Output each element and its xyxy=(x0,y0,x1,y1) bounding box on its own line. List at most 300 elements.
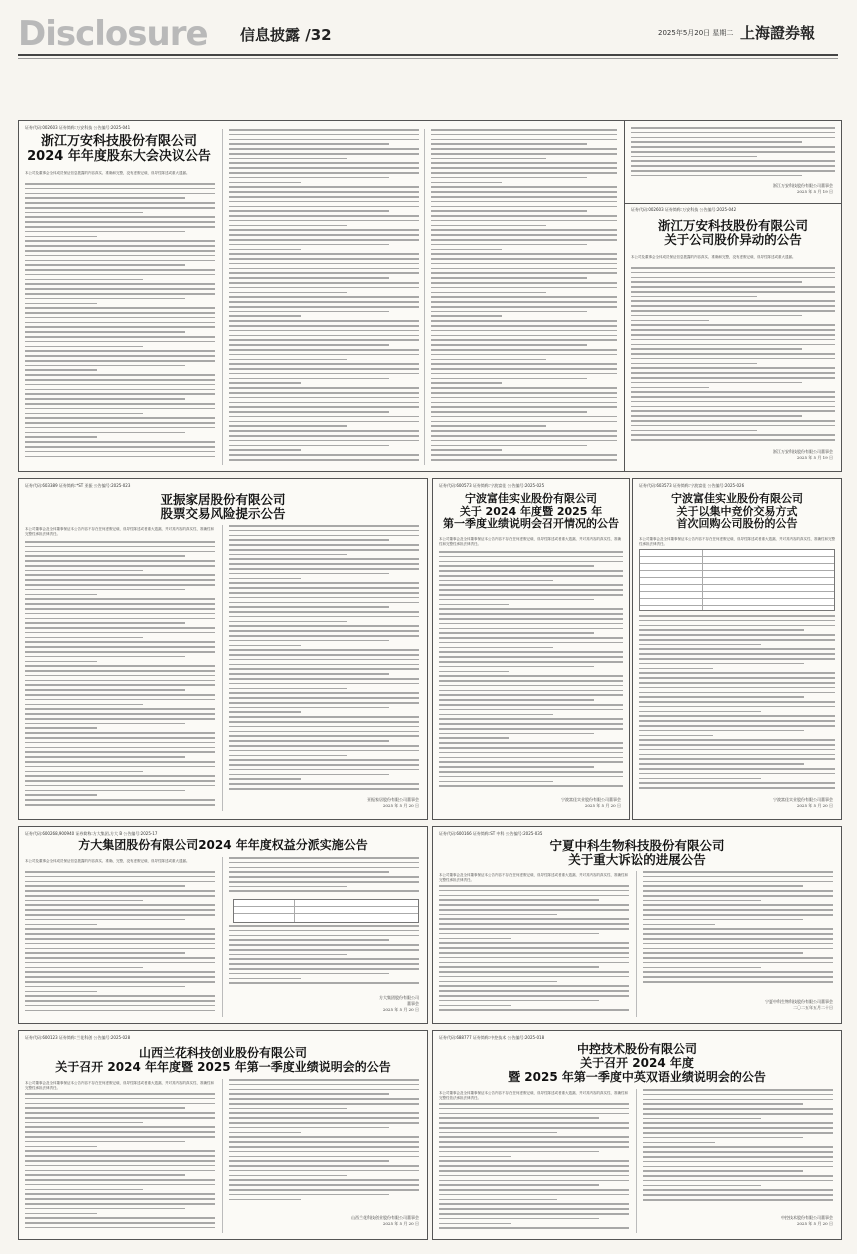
text-line xyxy=(643,895,833,897)
text-line xyxy=(431,387,617,389)
text-line xyxy=(25,713,215,715)
notice-title-line: 首次回购公司股份的公告 xyxy=(676,517,798,531)
text-line xyxy=(431,272,617,274)
text-line xyxy=(431,397,617,399)
text-line xyxy=(229,1132,301,1134)
text-line xyxy=(229,363,419,365)
notice-declaration: 本公司董事会及全体董事保证本公告内容不存在任何虚假记载、误导性陈述或者重大遗漏，并对其内容的真实性、准确性和完整性承担法律责任。 xyxy=(25,527,214,536)
text-line xyxy=(25,427,215,429)
text-line xyxy=(439,971,629,973)
text-line xyxy=(25,560,215,562)
text-line xyxy=(229,721,419,723)
notice-body-text xyxy=(431,129,617,465)
text-line xyxy=(643,1122,833,1124)
text-line xyxy=(25,895,215,897)
text-line xyxy=(229,573,389,575)
text-line xyxy=(25,971,215,973)
text-line xyxy=(25,737,215,739)
text-line xyxy=(25,1208,185,1210)
text-line xyxy=(229,421,419,423)
text-line xyxy=(631,175,802,177)
text-line xyxy=(25,991,97,993)
text-line xyxy=(439,1156,511,1158)
text-line xyxy=(25,574,215,576)
text-line xyxy=(439,1127,629,1129)
text-line xyxy=(643,1137,803,1139)
text-line xyxy=(25,986,185,988)
text-line xyxy=(25,288,215,290)
text-line xyxy=(229,954,347,956)
text-line xyxy=(229,315,301,317)
text-line xyxy=(643,924,715,926)
text-line xyxy=(431,363,617,365)
text-line xyxy=(631,310,835,312)
text-line xyxy=(439,885,629,887)
notice-signature xyxy=(561,797,621,809)
text-line xyxy=(25,422,215,424)
text-line xyxy=(229,1184,419,1186)
text-line xyxy=(25,221,215,223)
notice-title-line: 股票交易风险提示公告 xyxy=(160,506,286,522)
signature-line: 宁波富佳实业股份有限公司董事会 xyxy=(773,797,833,802)
text-line xyxy=(229,755,347,757)
text-line xyxy=(643,1185,761,1187)
text-line xyxy=(229,683,419,685)
text-line xyxy=(643,885,803,887)
text-line xyxy=(631,305,835,307)
text-line xyxy=(229,635,419,637)
text-line xyxy=(25,1222,215,1224)
notice-title-line: 山西兰花科技创业股份有限公司 xyxy=(138,1046,307,1060)
text-line xyxy=(439,656,623,658)
text-line xyxy=(643,933,833,935)
notice-title-line: 暨 2025 年第一季度中英双语业绩说明会的公告 xyxy=(508,1069,766,1084)
text-line xyxy=(25,976,215,978)
text-line xyxy=(229,148,419,150)
text-line xyxy=(643,1199,833,1201)
text-line xyxy=(229,359,347,361)
text-line xyxy=(631,391,835,393)
text-line xyxy=(229,678,419,680)
signature-line: 2025 年 5 月 20 日 xyxy=(382,1221,419,1226)
text-line xyxy=(631,160,835,162)
notice-code-line: 证券代码:600268,900940 证券简称:方大集团,方大 B 公告编号:2025-17 xyxy=(25,831,158,836)
text-line xyxy=(439,699,594,701)
text-line xyxy=(229,668,419,670)
text-line xyxy=(25,451,215,453)
text-line xyxy=(639,787,835,789)
text-line xyxy=(431,354,617,356)
notice-code-line: 证券代码:603573 证券简称:宁波富佳 公告编号:2025-026 xyxy=(639,483,745,488)
text-line xyxy=(229,253,419,255)
text-line xyxy=(25,1141,185,1143)
text-line xyxy=(25,341,215,343)
text-line xyxy=(229,783,419,785)
text-line xyxy=(439,718,623,720)
text-line xyxy=(639,701,835,703)
notice-code-line: 证券代码:002603 证券简称:万安科技 公告编号:2025-041 xyxy=(25,125,131,130)
text-line xyxy=(25,1146,97,1148)
text-line xyxy=(229,616,419,618)
text-line xyxy=(25,804,215,806)
text-line xyxy=(229,1117,419,1119)
text-line xyxy=(25,656,185,658)
text-line xyxy=(229,139,419,141)
column-divider xyxy=(636,1089,637,1233)
text-line xyxy=(431,378,587,380)
text-line xyxy=(631,377,835,379)
text-line xyxy=(643,914,833,916)
text-line xyxy=(631,387,709,389)
text-line xyxy=(439,1151,599,1153)
text-line xyxy=(439,737,509,739)
text-line xyxy=(643,938,833,940)
text-line xyxy=(431,296,617,298)
notice-signature xyxy=(773,449,833,461)
signature-line: 山西兰花科技创业股份有限公司董事会 xyxy=(351,1215,419,1220)
text-line xyxy=(439,728,623,730)
text-line xyxy=(229,1112,419,1114)
notice-lanhua-briefing xyxy=(18,1030,428,1240)
text-line xyxy=(25,374,215,376)
text-line xyxy=(643,909,833,911)
text-line xyxy=(25,909,215,911)
notice-body-text xyxy=(439,1103,629,1233)
notice-title-line: 关于召开 2024 年年度暨 2025 年第一季度业绩说明会的公告 xyxy=(55,1059,391,1074)
text-line xyxy=(25,1093,215,1095)
text-line xyxy=(439,990,629,992)
notice-title xyxy=(19,1047,427,1075)
text-line xyxy=(639,720,835,722)
text-line xyxy=(431,454,617,456)
text-line xyxy=(639,668,713,670)
text-line xyxy=(631,396,835,398)
text-line xyxy=(25,1165,215,1167)
signature-line: 2025 年 5 月 20 日 xyxy=(796,803,833,808)
text-line xyxy=(25,938,215,940)
text-line xyxy=(431,172,617,174)
text-line xyxy=(229,335,419,337)
text-line xyxy=(439,904,629,906)
text-line xyxy=(229,445,389,447)
text-line xyxy=(639,773,835,775)
text-line xyxy=(25,1179,215,1181)
text-line xyxy=(25,1198,215,1200)
text-line xyxy=(643,1151,833,1153)
text-line xyxy=(25,995,215,997)
text-line xyxy=(439,685,623,687)
text-line xyxy=(25,293,215,295)
text-line xyxy=(229,769,419,771)
text-line xyxy=(25,637,143,639)
text-line xyxy=(439,565,594,567)
text-line xyxy=(229,1156,419,1158)
text-line xyxy=(25,1005,215,1007)
notice-title-line: 关于公司股价异动的公告 xyxy=(664,232,802,248)
text-line xyxy=(439,942,629,944)
dividend-table xyxy=(233,899,419,923)
text-line xyxy=(431,177,587,179)
text-line xyxy=(643,1118,761,1120)
text-line xyxy=(639,706,835,708)
text-line xyxy=(439,599,594,601)
notice-body-text xyxy=(631,267,835,445)
text-line xyxy=(25,417,215,419)
text-line xyxy=(229,368,419,370)
text-line xyxy=(643,881,833,883)
text-line xyxy=(229,344,389,346)
text-line xyxy=(431,220,617,222)
text-line xyxy=(631,267,835,269)
text-line xyxy=(643,876,833,878)
text-line xyxy=(25,689,185,691)
text-line xyxy=(25,355,215,357)
text-line xyxy=(643,1156,833,1158)
text-line xyxy=(229,1175,347,1177)
text-line xyxy=(439,675,623,677)
text-line xyxy=(643,952,803,954)
text-line xyxy=(431,430,617,432)
text-line xyxy=(25,799,215,801)
text-line xyxy=(439,947,629,949)
text-line xyxy=(431,234,617,236)
text-line xyxy=(229,1079,419,1081)
text-line xyxy=(439,966,599,968)
text-line xyxy=(643,962,833,964)
text-line xyxy=(431,344,587,346)
text-line xyxy=(439,647,553,649)
text-line xyxy=(229,435,419,437)
text-line xyxy=(25,661,97,663)
notice-body-text xyxy=(229,129,419,465)
text-line xyxy=(229,277,389,279)
text-line xyxy=(431,339,617,341)
text-line xyxy=(229,592,419,594)
text-line xyxy=(439,589,623,591)
text-line xyxy=(439,1199,557,1201)
text-line xyxy=(631,344,835,346)
text-line xyxy=(643,967,761,969)
text-line xyxy=(229,1141,419,1143)
text-line xyxy=(643,1180,833,1182)
text-line xyxy=(25,775,215,777)
column-divider xyxy=(222,857,223,1017)
text-line xyxy=(25,1010,215,1012)
text-line xyxy=(439,752,623,754)
text-line xyxy=(439,1208,629,1210)
text-line xyxy=(229,406,419,408)
text-line xyxy=(25,279,143,281)
text-line xyxy=(639,711,761,713)
text-line xyxy=(439,1223,511,1225)
text-line xyxy=(229,949,419,951)
text-line xyxy=(229,134,419,136)
text-line xyxy=(639,754,835,756)
text-line xyxy=(631,339,835,341)
text-line xyxy=(439,1194,629,1196)
text-line xyxy=(639,778,761,780)
text-line xyxy=(25,943,215,945)
text-line xyxy=(229,659,419,661)
text-line xyxy=(639,763,804,765)
text-line xyxy=(643,981,833,983)
text-line xyxy=(25,646,215,648)
text-line xyxy=(25,627,215,629)
text-line xyxy=(229,611,419,613)
text-line xyxy=(25,1150,215,1152)
text-line xyxy=(431,459,617,461)
text-line xyxy=(439,613,623,615)
text-line xyxy=(25,1203,215,1205)
text-line xyxy=(639,744,835,746)
text-line xyxy=(431,301,617,303)
text-line xyxy=(25,727,97,729)
text-line xyxy=(229,306,419,308)
text-line xyxy=(431,244,587,246)
notice-body-text xyxy=(229,925,419,991)
text-line xyxy=(229,664,419,666)
notice-code-line: 证券代码:002603 证券简称:万安科技 公告编号:2025-042 xyxy=(631,207,737,212)
text-line xyxy=(431,311,587,313)
text-line xyxy=(229,640,389,642)
text-line xyxy=(643,1189,833,1191)
text-line xyxy=(643,1175,833,1177)
text-line xyxy=(229,1127,389,1129)
text-line xyxy=(229,239,419,241)
text-line xyxy=(25,551,215,553)
text-line xyxy=(431,258,617,260)
text-line xyxy=(439,1175,629,1177)
text-line xyxy=(643,871,833,873)
text-line xyxy=(25,298,185,300)
notice-body-text xyxy=(25,1093,215,1233)
text-line xyxy=(25,890,215,892)
text-line xyxy=(25,900,143,902)
column-divider xyxy=(424,129,425,465)
text-line xyxy=(229,881,419,883)
text-line xyxy=(439,551,623,553)
text-line xyxy=(439,899,599,901)
text-line xyxy=(439,556,623,558)
text-line xyxy=(25,403,215,405)
text-line xyxy=(25,948,215,950)
text-line xyxy=(25,723,185,725)
notice-title-line: 宁波富佳实业股份有限公司 xyxy=(465,492,597,505)
text-line xyxy=(439,1203,629,1205)
text-line xyxy=(631,358,835,360)
text-line xyxy=(229,311,389,313)
signature-line: 2025 年 5 月 19 日 xyxy=(796,455,833,460)
signature-line: 亚振家居股份有限公司董事会 xyxy=(367,797,419,802)
text-line xyxy=(643,1099,833,1101)
notice-title xyxy=(433,493,629,531)
text-line xyxy=(431,129,617,131)
text-line xyxy=(639,758,835,760)
text-line xyxy=(229,606,389,608)
text-line xyxy=(229,630,419,632)
text-line xyxy=(25,250,215,252)
text-line xyxy=(25,432,185,434)
text-line xyxy=(439,766,594,768)
text-line xyxy=(439,1180,629,1182)
text-line xyxy=(631,348,802,350)
notice-title xyxy=(433,839,841,868)
notice-title-line: 关于 2024 年度暨 2025 年 xyxy=(459,504,603,518)
text-line xyxy=(631,277,835,279)
text-line xyxy=(431,225,546,227)
text-line xyxy=(25,236,97,238)
text-line xyxy=(229,1136,419,1138)
text-line xyxy=(229,191,419,193)
notice-body-text xyxy=(631,127,835,181)
text-line xyxy=(229,1122,419,1124)
notice-fujia-buyback xyxy=(632,478,842,820)
text-line xyxy=(25,651,215,653)
text-line xyxy=(229,876,419,878)
text-line xyxy=(229,549,419,551)
text-line xyxy=(229,325,419,327)
text-line xyxy=(25,283,215,285)
text-line xyxy=(439,561,623,563)
text-line xyxy=(25,742,215,744)
text-line xyxy=(631,170,835,172)
text-line xyxy=(25,260,215,262)
text-line xyxy=(229,167,419,169)
text-line xyxy=(25,555,185,557)
notice-body-text xyxy=(25,183,215,465)
text-line xyxy=(643,957,833,959)
text-line xyxy=(631,320,709,322)
text-line xyxy=(439,1189,629,1191)
text-line xyxy=(25,957,215,959)
text-line xyxy=(229,1160,389,1162)
text-line xyxy=(439,1009,629,1011)
text-line xyxy=(431,349,617,351)
text-line xyxy=(431,210,587,212)
text-line xyxy=(25,226,215,228)
text-line xyxy=(25,255,215,257)
text-line xyxy=(229,862,419,864)
text-line xyxy=(25,1160,215,1162)
text-line xyxy=(639,620,835,622)
notice-title-line: 方大集团股份有限公司2024 年年度权益分派实施公告 xyxy=(78,838,368,852)
text-line xyxy=(25,952,185,954)
text-line xyxy=(431,182,502,184)
text-line xyxy=(639,672,835,674)
text-line xyxy=(25,1117,215,1119)
text-line xyxy=(25,231,185,233)
text-line xyxy=(643,1113,833,1115)
text-line xyxy=(439,1000,599,1002)
text-line xyxy=(25,1227,215,1229)
text-line xyxy=(439,933,599,935)
text-line xyxy=(643,971,833,973)
notice-body-text xyxy=(229,525,419,795)
text-line xyxy=(439,1136,629,1138)
text-line xyxy=(229,525,419,527)
notice-separator xyxy=(625,203,841,204)
notice-fangda-dividend xyxy=(18,826,428,1024)
text-line xyxy=(439,1141,629,1143)
notice-signature xyxy=(351,1215,419,1227)
text-line xyxy=(439,1227,629,1229)
text-line xyxy=(431,287,617,289)
notice-title xyxy=(19,135,219,165)
text-line xyxy=(229,282,419,284)
text-line xyxy=(631,146,835,148)
text-line xyxy=(229,296,419,298)
text-line xyxy=(229,210,389,212)
